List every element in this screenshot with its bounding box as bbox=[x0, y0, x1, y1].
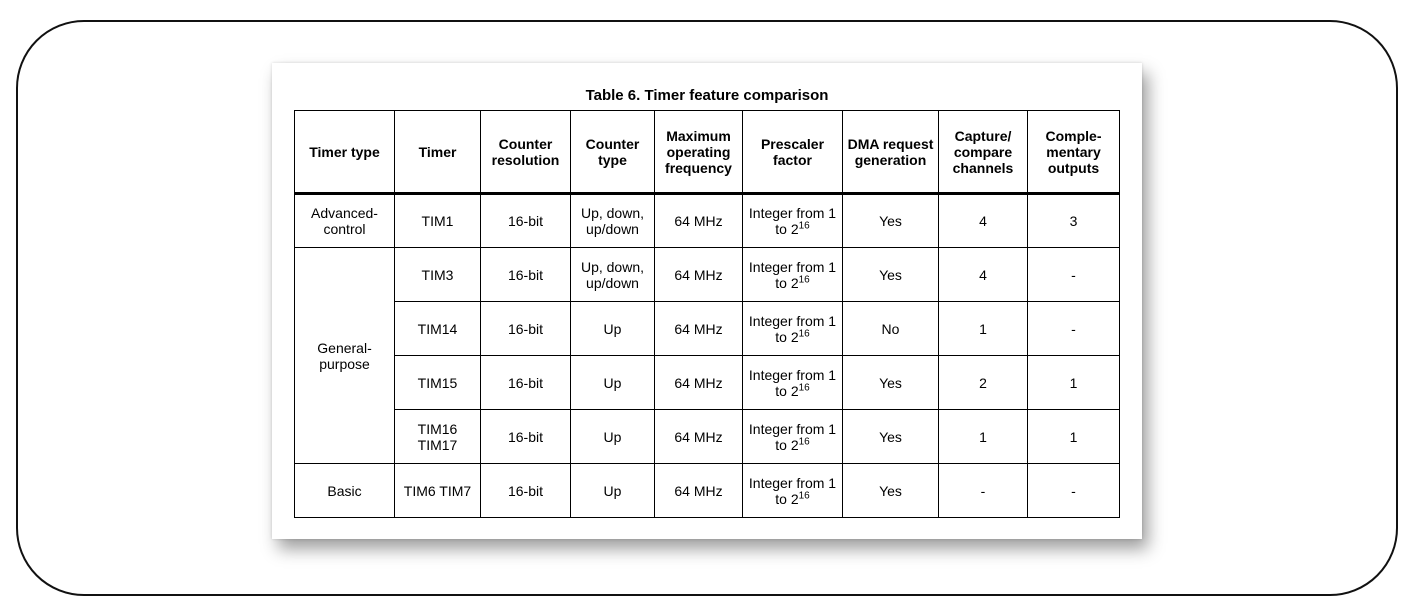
table-row bbox=[295, 302, 1120, 356]
counter-type-cell: Up bbox=[571, 410, 655, 464]
column-header: Comple- mentary outputs bbox=[1028, 111, 1120, 194]
timer-comparison-table bbox=[294, 110, 1120, 518]
prescaler-exponent: 16 bbox=[798, 327, 810, 339]
header-row bbox=[295, 111, 1120, 194]
dma-cell: Yes bbox=[843, 248, 939, 302]
table-caption: Table 6. Timer feature comparison bbox=[585, 87, 829, 104]
column-header: Capture/ compare channels bbox=[939, 111, 1028, 194]
table-row bbox=[295, 194, 1120, 248]
column-header: Timer type bbox=[295, 111, 395, 194]
counter-type-cell: Up bbox=[571, 464, 655, 518]
prescaler-cell bbox=[743, 302, 843, 356]
resolution-cell: 16-bit bbox=[481, 410, 571, 464]
timer-type-cell: Basic bbox=[295, 464, 395, 518]
column-header: Timer bbox=[395, 111, 481, 194]
dma-cell: Yes bbox=[843, 464, 939, 518]
capture-cell: 2 bbox=[939, 356, 1028, 410]
timer-type-cell: General-purpose bbox=[295, 248, 395, 464]
max-frequency-cell: 64 MHz bbox=[655, 248, 743, 302]
resolution-cell: 16-bit bbox=[481, 464, 571, 518]
table-row bbox=[295, 356, 1120, 410]
complementary-cell: 1 bbox=[1028, 410, 1120, 464]
prescaler-text: Integer from 1 to 2 bbox=[748, 420, 837, 453]
capture-cell: - bbox=[939, 464, 1028, 518]
column-header: Counter type bbox=[571, 111, 655, 194]
prescaler-cell bbox=[743, 356, 843, 410]
max-frequency-cell: 64 MHz bbox=[655, 356, 743, 410]
max-frequency-cell: 64 MHz bbox=[655, 194, 743, 248]
capture-cell: 1 bbox=[939, 410, 1028, 464]
complementary-cell: - bbox=[1028, 248, 1120, 302]
timer-cell: TIM14 bbox=[395, 302, 481, 356]
prescaler-cell bbox=[743, 464, 843, 518]
capture-cell: 1 bbox=[939, 302, 1028, 356]
dma-cell: Yes bbox=[843, 194, 939, 248]
max-frequency-cell: 64 MHz bbox=[655, 410, 743, 464]
prescaler-exponent: 16 bbox=[798, 273, 810, 285]
max-frequency-cell: 64 MHz bbox=[655, 302, 743, 356]
prescaler-exponent: 16 bbox=[798, 381, 810, 393]
timer-cell: TIM16 TIM17 bbox=[395, 410, 481, 464]
resolution-cell: 16-bit bbox=[481, 302, 571, 356]
column-header: Counter resolution bbox=[481, 111, 571, 194]
prescaler-exponent: 16 bbox=[798, 220, 810, 232]
table-row bbox=[295, 464, 1120, 518]
complementary-cell: 3 bbox=[1028, 194, 1120, 248]
capture-cell: 4 bbox=[939, 194, 1028, 248]
document-sheet bbox=[272, 63, 1142, 539]
column-header: Maximum operating frequency bbox=[655, 111, 743, 194]
prescaler-text: Integer from 1 to 2 bbox=[748, 258, 837, 291]
counter-type-cell: Up bbox=[571, 302, 655, 356]
complementary-cell: - bbox=[1028, 302, 1120, 356]
complementary-cell: 1 bbox=[1028, 356, 1120, 410]
column-header: DMA request generation bbox=[843, 111, 939, 194]
resolution-cell: 16-bit bbox=[481, 194, 571, 248]
prescaler-cell bbox=[743, 248, 843, 302]
timer-cell: TIM15 bbox=[395, 356, 481, 410]
prescaler-text: Integer from 1 to 2 bbox=[748, 205, 837, 237]
prescaler-text: Integer from 1 to 2 bbox=[748, 312, 837, 345]
prescaler-exponent: 16 bbox=[798, 489, 810, 501]
timer-cell: TIM3 bbox=[395, 248, 481, 302]
max-frequency-cell: 64 MHz bbox=[655, 464, 743, 518]
dma-cell: Yes bbox=[843, 410, 939, 464]
table-row bbox=[295, 410, 1120, 464]
prescaler-text: Integer from 1 to 2 bbox=[748, 366, 837, 399]
capture-cell: 4 bbox=[939, 248, 1028, 302]
table-row bbox=[295, 248, 1120, 302]
prescaler-text: Integer from 1 to 2 bbox=[748, 474, 837, 507]
prescaler-cell bbox=[743, 410, 843, 464]
resolution-cell: 16-bit bbox=[481, 356, 571, 410]
timer-cell: TIM1 bbox=[395, 194, 481, 248]
prescaler-exponent: 16 bbox=[798, 435, 810, 447]
counter-type-cell: Up, down, up/down bbox=[571, 248, 655, 302]
counter-type-cell: Up, down, up/down bbox=[571, 194, 655, 248]
timer-cell: TIM6 TIM7 bbox=[395, 464, 481, 518]
complementary-cell: - bbox=[1028, 464, 1120, 518]
timer-type-cell: Advanced-control bbox=[295, 194, 395, 248]
prescaler-cell bbox=[743, 194, 843, 248]
counter-type-cell: Up bbox=[571, 356, 655, 410]
column-header: Prescaler factor bbox=[743, 111, 843, 194]
dma-cell: No bbox=[843, 302, 939, 356]
dma-cell: Yes bbox=[843, 356, 939, 410]
resolution-cell: 16-bit bbox=[481, 248, 571, 302]
